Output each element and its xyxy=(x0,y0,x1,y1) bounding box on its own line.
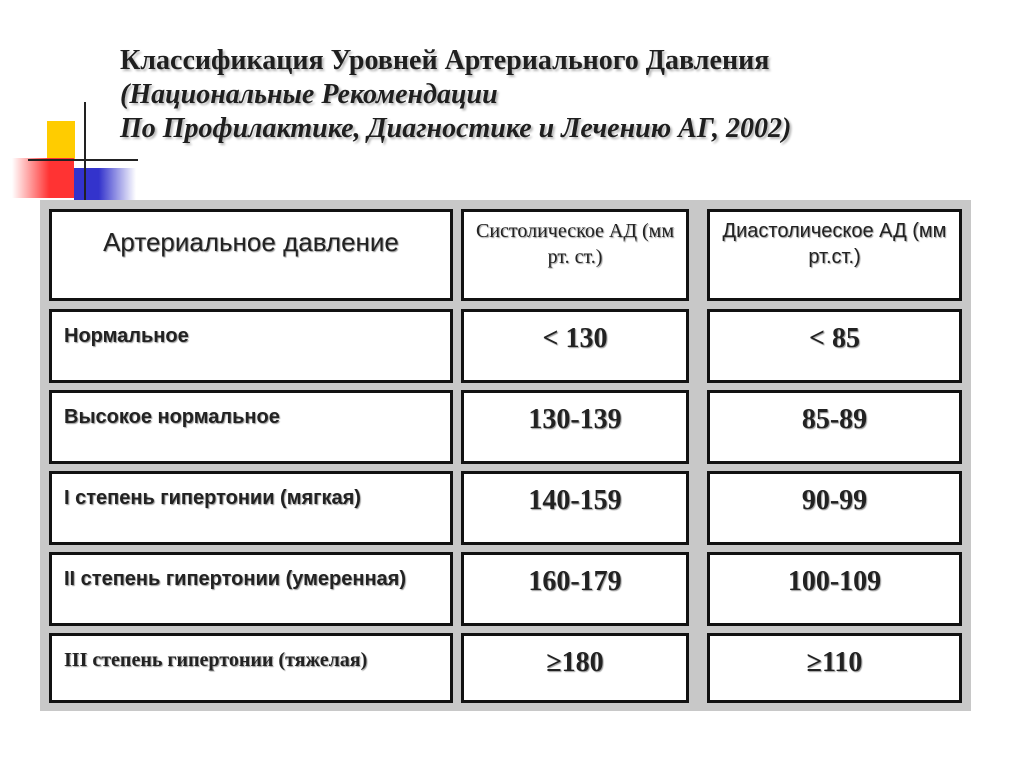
title-line-3: По Профилактике, Диагностике и Лечению АГ, 2002) xyxy=(120,113,792,144)
table-row-4-systolic xyxy=(461,552,689,626)
systolic-value: 130-139 xyxy=(528,404,622,435)
table-row-3-category xyxy=(49,471,453,545)
table-row-2-diastolic xyxy=(707,390,962,464)
table-row-2-category xyxy=(49,390,453,464)
table-row-1-diastolic xyxy=(707,309,962,383)
table-row-5-category xyxy=(49,633,453,703)
decorative-yellow-square xyxy=(47,121,75,161)
table-row-4-diastolic xyxy=(707,552,962,626)
header-cell-systolic xyxy=(461,209,689,301)
table-row-2-systolic xyxy=(461,390,689,464)
diastolic-value: < 85 xyxy=(809,323,860,354)
diastolic-value: ≥110 xyxy=(806,647,863,678)
systolic-value: < 130 xyxy=(542,323,608,354)
header-category: Артериальное давление xyxy=(103,227,399,257)
table-row-1-systolic xyxy=(461,309,689,383)
row-label: I степень гипертонии (мягкая) xyxy=(64,487,361,509)
title-line-2: (Национальные Рекомендации xyxy=(120,79,498,110)
decorative-red-bar xyxy=(12,158,74,198)
row-label: Высокое нормальное xyxy=(64,406,280,428)
systolic-value: ≥180 xyxy=(546,647,604,678)
table-row-4-category xyxy=(49,552,453,626)
blood-pressure-table xyxy=(40,200,971,711)
table-row-3-systolic xyxy=(461,471,689,545)
systolic-value: 140-159 xyxy=(528,485,622,516)
systolic-value: 160-179 xyxy=(528,566,622,597)
table-row-3-diastolic xyxy=(707,471,962,545)
row-label: II степень гипертонии (умеренная) xyxy=(64,568,406,590)
header-cell-diastolic xyxy=(707,209,962,301)
title-line-1: Классификация Уровней Артериального Давления xyxy=(120,45,770,76)
diastolic-value: 90-99 xyxy=(801,485,868,516)
diastolic-value: 100-109 xyxy=(787,566,882,597)
decorative-horizontal-line xyxy=(28,159,138,161)
row-label: Нормальное xyxy=(64,325,189,347)
table-row-5-systolic xyxy=(461,633,689,703)
diastolic-value: 85-89 xyxy=(801,404,868,435)
table-row-1-category xyxy=(49,309,453,383)
slide-title xyxy=(120,44,1000,146)
table-row-5-diastolic xyxy=(707,633,962,703)
header-diastolic: Диастолическое АД (мм рт.ст.) xyxy=(722,220,947,268)
header-cell-category xyxy=(49,209,453,301)
header-systolic: Систолическое АД (мм рт. ст.) xyxy=(475,220,674,268)
row-label: III степень гипертонии (тяжелая) xyxy=(64,649,368,671)
